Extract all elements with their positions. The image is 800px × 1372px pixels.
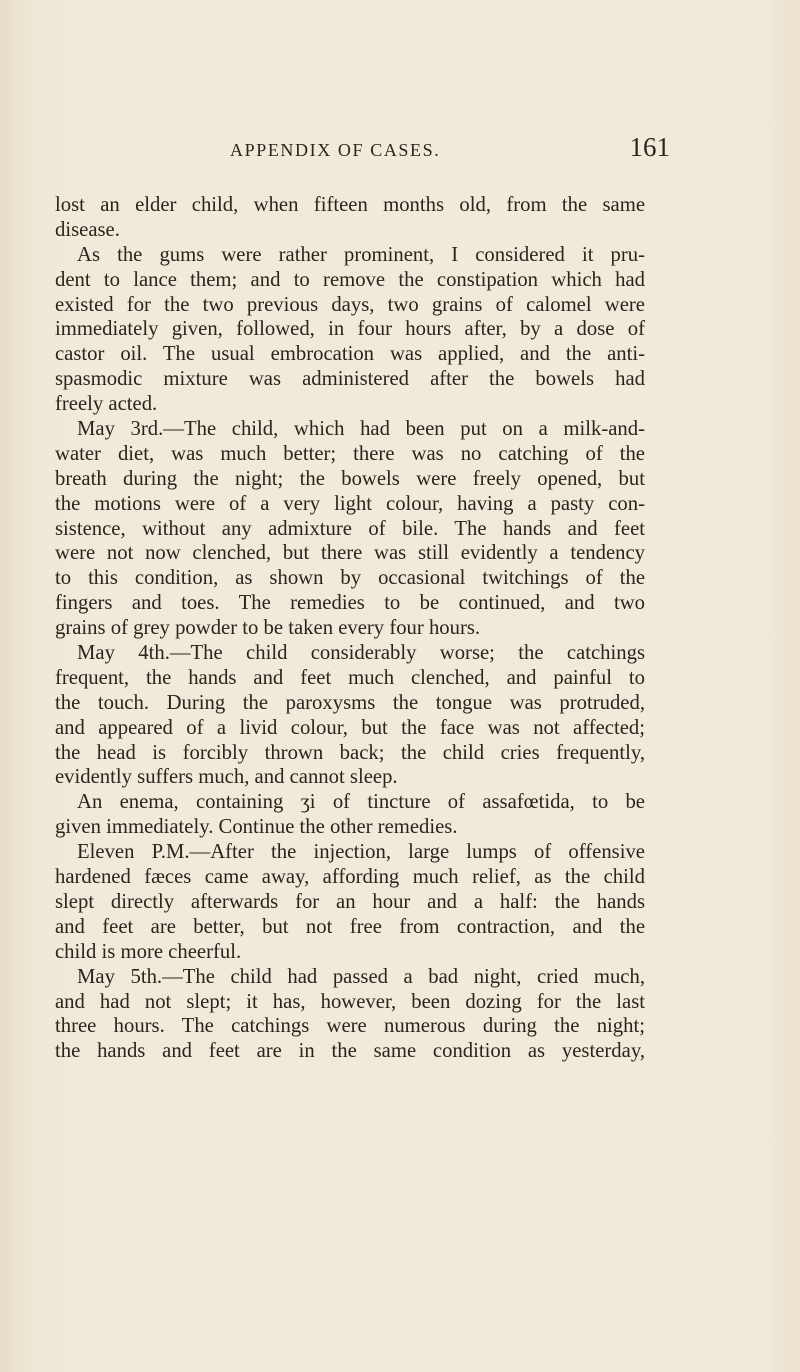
text-line: evidently suffers much, and cannot sleep.	[55, 766, 398, 789]
text-line: existed for the two previous days, two grains of calomel were	[55, 293, 645, 316]
text-line: child is more cheerful.	[55, 940, 242, 963]
text-line: frequent, the hands and feet much clenched, and painful to	[55, 666, 645, 689]
text-line: slept directly afterwards for an hour and a half: the hands	[55, 890, 645, 913]
text-line: immediately given, followed, in four hours after, by a dose of	[55, 318, 645, 341]
text-line: May 5th.—The child had passed a bad night, cried much,	[77, 965, 645, 988]
text-line: May 3rd.—The child, which had been put on a milk-and-	[77, 418, 645, 441]
text-line: and feet are better, but not free from contraction, and the	[55, 915, 645, 938]
text-line: the touch. During the paroxysms the tongue was protruded,	[55, 691, 645, 714]
text-line: May 4th.—The child considerably worse; the catchings	[77, 642, 645, 665]
text-line: spasmodic mixture was administered after the bowels had	[55, 368, 645, 391]
text-line: As the gums were rather prominent, I considered it pru-	[77, 243, 645, 266]
text-line: sistence, without any admixture of bile. The hands and feet	[55, 517, 645, 540]
text-line: were not now clenched, but there was still evidently a tendency	[55, 542, 645, 565]
text-line: Eleven P.M.—After the injection, large lumps of offensive	[77, 841, 645, 864]
text-line: the head is forcibly thrown back; the child cries frequently,	[55, 741, 645, 764]
text-line: three hours. The catchings were numerous during the night;	[55, 1015, 645, 1038]
text-line: lost an elder child, when fifteen months old, from the same	[55, 194, 645, 216]
text-line: fingers and toes. The remedies to be continued, and two	[55, 592, 645, 615]
text-line: the hands and feet are in the same condition as yesterday,	[55, 1040, 645, 1063]
text-line: breath during the night; the bowels were freely opened, but	[55, 467, 645, 490]
text-line: given immediately. Continue the other remedies.	[55, 816, 458, 839]
body-text	[55, 193, 645, 1064]
text-line: hardened fæces came away, affording much relief, as the child	[55, 866, 645, 889]
text-line: disease.	[55, 218, 120, 241]
text-line: castor oil. The usual embrocation was applied, and the anti-	[55, 343, 645, 366]
text-line: An enema, containing ʒi of tincture of assafœtida, to be	[77, 791, 645, 814]
page-number: 161	[629, 132, 670, 162]
text-line: water diet, was much better; there was no catching of the	[55, 442, 645, 465]
text-line: grains of grey powder to be taken every four hours.	[55, 617, 481, 640]
text-line: dent to lance them; and to remove the constipation which had	[55, 268, 645, 291]
text-line: to this condition, as shown by occasional twitchings of the	[55, 567, 645, 590]
page-header	[230, 132, 670, 172]
text-line: and appeared of a livid colour, but the face was not affected;	[55, 716, 645, 739]
running-title: APPENDIX OF CASES.	[230, 140, 441, 160]
text-line: and had not slept; it has, however, been dozing for the last	[55, 990, 645, 1013]
text-line: the motions were of a very light colour, having a pasty con-	[55, 492, 645, 515]
text-line: freely acted.	[55, 393, 158, 416]
